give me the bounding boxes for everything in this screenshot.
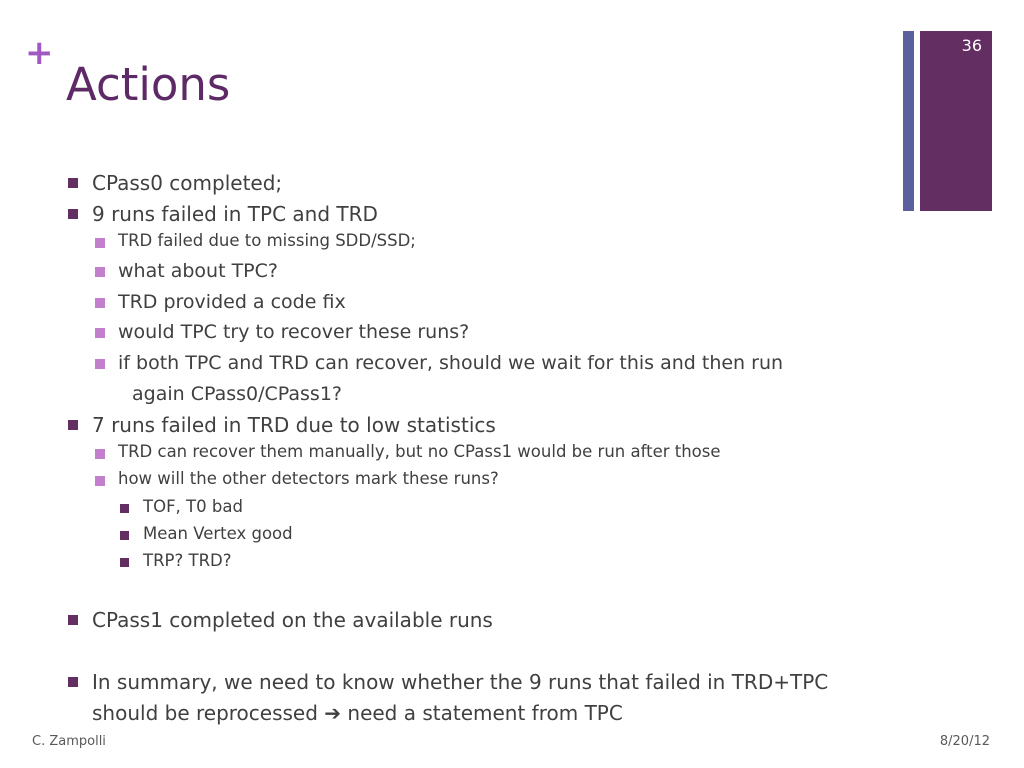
bullet-item-part: should be reprocessed	[92, 701, 318, 725]
slide-title: Actions	[66, 58, 231, 111]
bullet-item-continuation	[92, 703, 623, 723]
bullet-item: how will the other detectors mark these runs?	[118, 469, 499, 488]
bullet-item: CPass1 completed on the available runs	[92, 608, 493, 632]
bullet-item: TRD failed due to missing SDD/SSD;	[118, 231, 416, 250]
square-bullet-icon	[68, 677, 78, 687]
slide-number: 36	[961, 36, 982, 55]
square-bullet-icon	[95, 449, 105, 459]
bullet-item: TRP? TRD?	[143, 551, 232, 570]
bullet-item: TOF, T0 bad	[143, 497, 243, 516]
bullet-item: CPass0 completed;	[92, 171, 283, 195]
bullet-item: Mean Vertex good	[143, 524, 293, 543]
footer-date: 8/20/12	[939, 734, 990, 749]
square-bullet-icon	[68, 615, 78, 625]
arrow-right-icon: ➔ need a statement from TPC	[324, 701, 623, 725]
square-bullet-icon	[68, 420, 78, 430]
bullet-item: 9 runs failed in TPC and TRD	[92, 202, 378, 226]
square-bullet-icon	[95, 298, 105, 308]
square-bullet-icon	[95, 238, 105, 248]
bullet-item-continuation: again CPass0/CPass1?	[132, 383, 342, 405]
square-bullet-icon	[120, 531, 129, 540]
square-bullet-icon	[95, 359, 105, 369]
square-bullet-icon	[68, 209, 78, 219]
square-bullet-icon	[95, 328, 105, 338]
square-bullet-icon	[68, 178, 78, 188]
bullet-item: if both TPC and TRD can recover, should we wait for this and then run	[118, 352, 784, 374]
square-bullet-icon	[95, 476, 105, 486]
bullet-item: In summary, we need to know whether the 9 runs that failed in TRD+TPC	[92, 670, 829, 694]
plus-icon: +	[25, 33, 54, 73]
square-bullet-icon	[120, 558, 129, 567]
bullet-item: what about TPC?	[118, 260, 278, 282]
bullet-item: 7 runs failed in TRD due to low statistics	[92, 413, 496, 437]
footer-author: C. Zampolli	[32, 734, 106, 749]
bullet-item: would TPC try to recover these runs?	[118, 321, 470, 343]
bullet-item: TRD can recover them manually, but no CPass1 would be run after those	[118, 442, 721, 461]
square-bullet-icon	[120, 504, 129, 513]
bullet-item: TRD provided a code fix	[118, 291, 346, 313]
square-bullet-icon	[95, 267, 105, 277]
